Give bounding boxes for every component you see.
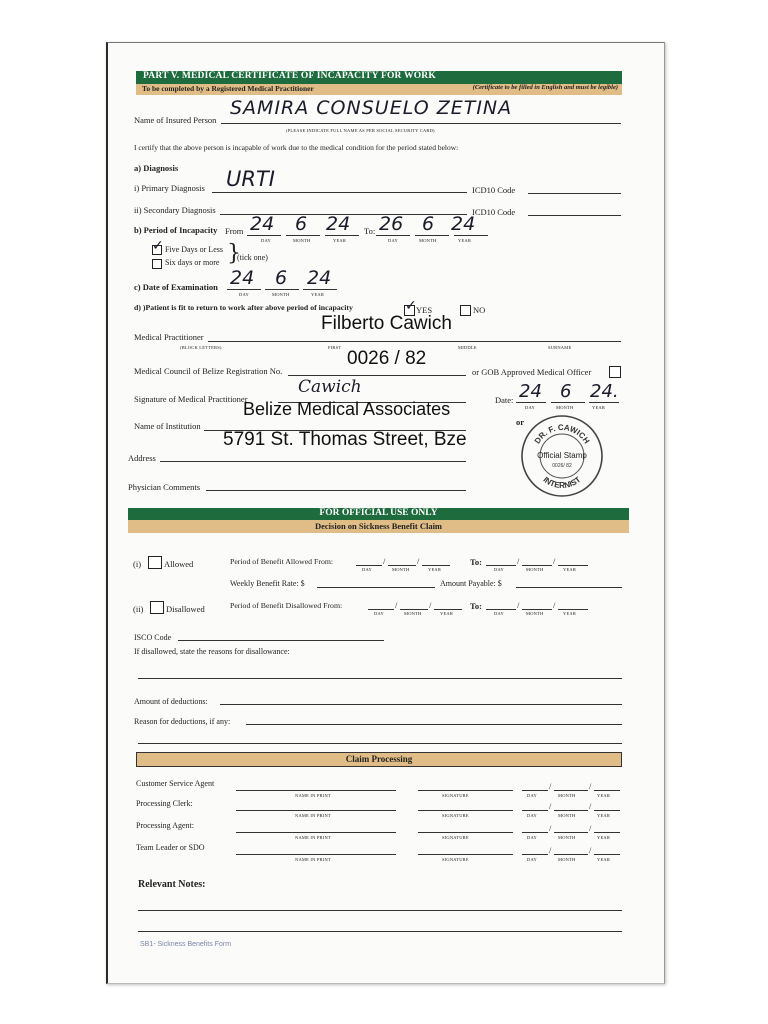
insured-name-label: Name of Insured Person xyxy=(134,115,217,125)
five-days-check-mark: ✓ xyxy=(152,238,164,254)
claim-signature-line[interactable] xyxy=(418,790,513,791)
reason-deductions-line-2[interactable] xyxy=(138,743,622,744)
allowed-sep-2: / xyxy=(417,556,420,566)
from-month-line xyxy=(286,235,320,236)
allowed-to-day-caption: DAY xyxy=(494,567,504,572)
certify-text: I certify that the above person is incapable of work due to the medical condition for the period stated below: xyxy=(134,143,459,152)
deductions-label: Amount of deductions: xyxy=(134,697,208,706)
decision-bar xyxy=(128,520,629,533)
claim-day-caption: DAY xyxy=(527,813,537,818)
six-days-label: Six days or more xyxy=(165,258,220,267)
exam-month-caption: MONTH xyxy=(272,292,290,297)
disallowed-checkbox[interactable] xyxy=(150,601,164,614)
signature-value[interactable]: Cawich xyxy=(298,377,362,397)
notes-line-1[interactable] xyxy=(138,910,622,911)
weekly-rate-label: Weekly Benefit Rate: $ xyxy=(230,579,305,588)
registration-line xyxy=(288,375,466,376)
claim-year-caption: YEAR xyxy=(597,813,611,818)
exam-month[interactable]: 6 xyxy=(275,267,288,289)
official-stamp xyxy=(520,414,604,498)
claim-year-line[interactable] xyxy=(594,810,620,811)
reasons-label: If disallowed, state the reasons for disallowance: xyxy=(134,647,290,656)
decision-title: Decision on Sickness Benefit Claim xyxy=(314,521,443,531)
claim-date-sep-2: / xyxy=(589,823,592,833)
physician-comments-line[interactable] xyxy=(206,490,466,491)
claim-name-caption: NAME IN PRINT xyxy=(295,793,331,798)
claim-signature-caption: SIGNATURE xyxy=(442,793,469,798)
primary-icd-label: ICD10 Code xyxy=(472,185,516,195)
svg-text:0026/ 82: 0026/ 82 xyxy=(552,463,572,469)
five-days-checkbox[interactable] xyxy=(152,238,164,255)
claim-day-caption: DAY xyxy=(527,835,537,840)
six-days-checkbox[interactable] xyxy=(152,259,162,269)
address-value[interactable]: 5791 St. Thomas Street, Bze xyxy=(223,429,467,450)
claim-name-caption: NAME IN PRINT xyxy=(295,813,331,818)
form-footer: SB1- Sickness Benefits Form xyxy=(140,941,232,948)
claim-year-line[interactable] xyxy=(594,832,620,833)
primary-diagnosis-label: i) Primary Diagnosis xyxy=(134,183,205,193)
sig-year-line xyxy=(589,402,619,403)
sig-day-line xyxy=(516,402,546,403)
claim-month-line[interactable] xyxy=(554,810,588,811)
claim-name-caption: NAME IN PRINT xyxy=(295,857,331,862)
disallowed-to-sep-1: / xyxy=(517,600,520,610)
incapacity-to-label: To: xyxy=(364,226,376,236)
allowed-to-month-line[interactable] xyxy=(522,565,552,566)
exam-month-line xyxy=(265,289,299,290)
period-disallowed-label: Period of Benefit Disallowed From: xyxy=(230,601,343,610)
claim-signature-caption: SIGNATURE xyxy=(442,813,469,818)
secondary-diagnosis-label: ii) Secondary Diagnosis xyxy=(134,205,216,215)
isco-line[interactable] xyxy=(178,640,384,641)
claim-name-caption: NAME IN PRINT xyxy=(295,835,331,840)
sig-month[interactable]: 6 xyxy=(560,381,572,402)
allowed-from-day-line[interactable] xyxy=(356,565,382,566)
to-day[interactable]: 26 xyxy=(379,213,404,235)
insured-name-line xyxy=(221,123,621,124)
claim-year-line[interactable] xyxy=(594,790,620,791)
from-month-caption: MONTH xyxy=(293,238,311,243)
tick-brace: } xyxy=(227,241,241,266)
allowed-to-sep-2: / xyxy=(553,556,556,566)
claim-year-caption: YEAR xyxy=(597,857,611,862)
sig-month-line xyxy=(551,402,585,403)
claim-date-sep-1: / xyxy=(549,823,552,833)
claim-row-label: Processing Agent: xyxy=(136,821,194,830)
insured-name-note: (PLEASE INDICATE FULL NAME AS PER SOCIAL SECURITY CARD) xyxy=(286,128,435,133)
part-header-bar xyxy=(136,71,622,84)
svg-text:Official Stamp: Official Stamp xyxy=(537,451,587,460)
incapacity-from-label: From xyxy=(225,226,244,236)
registration-label: Medical Council of Belize Registration No. xyxy=(134,366,283,376)
claim-year-caption: YEAR xyxy=(597,835,611,840)
claim-month-caption: MONTH xyxy=(558,857,576,862)
claim-signature-line[interactable] xyxy=(418,832,513,833)
registration-value[interactable]: 0026 / 82 xyxy=(347,348,427,369)
claim-month-caption: MONTH xyxy=(558,835,576,840)
from-year-caption: YEAR xyxy=(333,238,347,243)
fit-no-label: NO xyxy=(473,305,486,315)
part-header-title: PART V. MEDICAL CERTIFICATE OF INCAPACITY FOR WORK xyxy=(143,71,436,81)
claim-day-caption: DAY xyxy=(527,857,537,862)
to-month-caption: MONTH xyxy=(419,238,437,243)
sig-year-caption: YEAR xyxy=(592,405,606,410)
practitioner-value[interactable]: Filberto Cawich xyxy=(321,313,452,334)
first-caption: FIRST xyxy=(328,345,342,350)
allowed-to-day-line[interactable] xyxy=(486,565,516,566)
disallowed-to-year-caption: YEAR xyxy=(563,611,577,616)
claim-month-line[interactable] xyxy=(554,854,588,855)
part-header-subbar xyxy=(136,84,622,95)
allowed-number: (i) xyxy=(133,559,142,569)
part-header-sub-left: To be completed by a Registered Medical Practitioner xyxy=(142,84,314,93)
from-day[interactable]: 24 xyxy=(250,213,275,235)
disallowed-from-year-caption: YEAR xyxy=(440,611,454,616)
disallowed-from-year-line[interactable] xyxy=(434,609,462,610)
from-day-caption: DAY xyxy=(261,238,271,243)
from-year-line xyxy=(325,235,359,236)
to-year-line xyxy=(454,235,488,236)
sig-month-caption: MONTH xyxy=(556,405,574,410)
claim-row-label: Team Leader or SDO xyxy=(136,843,205,852)
claim-day-caption: DAY xyxy=(527,793,537,798)
claim-date-sep-2: / xyxy=(589,845,592,855)
gob-officer-label: or GOB Approved Medical Officer xyxy=(472,367,592,377)
disallowed-to-day-line[interactable] xyxy=(486,609,516,610)
diagnosis-heading: a) Diagnosis xyxy=(134,163,179,173)
secondary-icd-label: ICD10 Code xyxy=(472,207,516,217)
claim-name-line[interactable] xyxy=(236,810,396,811)
allowed-label: Allowed xyxy=(164,559,194,569)
signature-date-label: Date: xyxy=(495,395,514,405)
claim-day-line[interactable] xyxy=(522,810,548,811)
reason-deductions-label: Reason for deductions, if any: xyxy=(134,717,231,726)
disallowed-sep-1: / xyxy=(395,600,398,610)
allowed-sep-1: / xyxy=(383,556,386,566)
claim-name-line[interactable] xyxy=(236,854,396,855)
allowed-to-year-line[interactable] xyxy=(558,565,588,566)
practitioner-label: Medical Practitioner xyxy=(134,332,204,342)
disallowed-to-label: To: xyxy=(470,601,482,611)
period-allowed-label: Period of Benefit Allowed From: xyxy=(230,557,334,566)
weekly-rate-line[interactable] xyxy=(317,587,435,588)
tick-one-label: (tick one) xyxy=(237,253,268,262)
disallowed-to-year-line[interactable] xyxy=(558,609,588,610)
claim-month-line[interactable] xyxy=(554,790,588,791)
claim-name-line[interactable] xyxy=(236,832,396,833)
disallowed-from-day-line[interactable] xyxy=(368,609,394,610)
claim-processing-bar xyxy=(136,752,622,767)
allowed-to-label: To: xyxy=(470,557,482,567)
physician-comments-label: Physician Comments xyxy=(128,482,201,492)
institution-or-label: or xyxy=(516,417,525,427)
allowed-from-year-line[interactable] xyxy=(422,565,450,566)
sig-day-caption: DAY xyxy=(525,405,535,410)
address-line xyxy=(160,461,466,462)
sig-year[interactable]: 24. xyxy=(590,381,619,402)
from-month[interactable]: 6 xyxy=(295,213,308,235)
from-day-line xyxy=(247,235,281,236)
secondary-icd-line[interactable] xyxy=(528,215,621,216)
to-month[interactable]: 6 xyxy=(422,213,435,235)
gob-officer-checkbox[interactable] xyxy=(609,366,621,378)
reasons-line-1[interactable] xyxy=(138,678,622,679)
signature-label: Signature of Medical Practitioner xyxy=(134,394,248,404)
claim-signature-caption: SIGNATURE xyxy=(442,857,469,862)
claim-date-sep-2: / xyxy=(589,801,592,811)
disallowed-sep-2: / xyxy=(429,600,432,610)
to-day-caption: DAY xyxy=(388,238,398,243)
disallowed-label: Disallowed xyxy=(166,604,205,614)
claim-month-caption: MONTH xyxy=(558,793,576,798)
fit-return-label: d) )Patient is fit to return to work after above period of incapacity xyxy=(134,303,353,312)
isco-label: ISCO Code xyxy=(134,633,172,642)
svg-text:DR. F. CAWICH: DR. F. CAWICH xyxy=(532,422,592,446)
disallowed-to-month-line[interactable] xyxy=(522,609,552,610)
primary-diagnosis-value[interactable]: URTI xyxy=(226,167,275,191)
claim-day-line[interactable] xyxy=(522,790,548,791)
claim-date-sep-2: / xyxy=(589,781,592,791)
exam-year-caption: YEAR xyxy=(311,292,325,297)
disallowed-to-day-caption: DAY xyxy=(494,611,504,616)
claim-signature-line[interactable] xyxy=(418,810,513,811)
claim-row-label: Customer Service Agent xyxy=(136,779,215,788)
middle-caption: MIDDLE xyxy=(458,345,477,350)
disallowed-from-month-line[interactable] xyxy=(400,609,428,610)
deductions-line[interactable] xyxy=(220,704,622,705)
claim-date-sep-1: / xyxy=(549,781,552,791)
disallowed-to-sep-2: / xyxy=(553,600,556,610)
exam-day[interactable]: 24 xyxy=(230,267,255,289)
to-day-line xyxy=(376,235,410,236)
fit-yes-label: YES xyxy=(416,305,433,315)
claim-month-caption: MONTH xyxy=(558,813,576,818)
to-year[interactable]: 24 xyxy=(451,213,476,235)
claim-processing-title: Claim Processing xyxy=(345,754,413,764)
claim-day-line[interactable] xyxy=(522,854,548,855)
disallowed-from-month-caption: MONTH xyxy=(404,611,422,616)
surname-caption: SURNAME xyxy=(548,345,572,350)
allowed-from-month-line[interactable] xyxy=(388,565,416,566)
disallowed-from-day-caption: DAY xyxy=(374,611,384,616)
allowed-to-sep-1: / xyxy=(517,556,520,566)
institution-label: Name of Institution xyxy=(134,421,201,431)
allowed-from-year-caption: YEAR xyxy=(428,567,442,572)
address-label: Address xyxy=(128,453,156,463)
form-page xyxy=(106,42,665,984)
amount-payable-label: Amount Payable: $ xyxy=(440,579,502,588)
to-month-line xyxy=(415,235,449,236)
exam-year-line xyxy=(303,289,337,290)
part-header-sub-right: (Certificate to be filled in English and must be legible) xyxy=(472,84,618,91)
five-days-label: Five Days or Less xyxy=(165,245,223,254)
examination-label: c) Date of Examination xyxy=(134,282,218,292)
claim-year-line[interactable] xyxy=(594,854,620,855)
exam-day-caption: DAY xyxy=(239,292,249,297)
fit-yes-check-mark: ✓ xyxy=(405,298,417,314)
reason-deductions-line[interactable] xyxy=(246,724,622,725)
claim-row-label: Processing Clerk: xyxy=(136,799,193,808)
allowed-from-month-caption: MONTH xyxy=(392,567,410,572)
from-year[interactable]: 24 xyxy=(326,213,351,235)
to-year-caption: YEAR xyxy=(458,238,472,243)
block-letters-caption: (BLOCK LETTERS) xyxy=(180,345,222,350)
institution-value[interactable]: Belize Medical Associates xyxy=(243,399,451,419)
fit-no-checkbox[interactable] xyxy=(460,305,471,316)
claim-day-line[interactable] xyxy=(522,832,548,833)
svg-text:INTERNIST: INTERNIST xyxy=(541,474,583,490)
primary-diagnosis-line xyxy=(212,192,467,193)
disallowed-number: (ii) xyxy=(133,604,144,614)
allowed-from-day-caption: DAY xyxy=(362,567,372,572)
claim-signature-caption: SIGNATURE xyxy=(442,835,469,840)
claim-name-line[interactable] xyxy=(236,790,396,791)
notes-line-2[interactable] xyxy=(138,931,622,932)
allowed-to-month-caption: MONTH xyxy=(526,567,544,572)
disallowed-to-month-caption: MONTH xyxy=(526,611,544,616)
claim-month-line[interactable] xyxy=(554,832,588,833)
insured-name-value[interactable]: SAMIRA CONSUELO ZETINA xyxy=(230,97,513,119)
practitioner-line xyxy=(208,341,621,342)
exam-year[interactable]: 24 xyxy=(307,267,332,289)
relevant-notes-label: Relevant Notes: xyxy=(138,879,206,890)
incapacity-label: b) Period of Incapacity xyxy=(134,225,218,235)
amount-payable-line[interactable] xyxy=(516,587,622,588)
primary-icd-line[interactable] xyxy=(528,193,621,194)
claim-date-sep-1: / xyxy=(549,801,552,811)
allowed-checkbox[interactable] xyxy=(148,556,162,569)
official-use-title: FOR OFFICIAL USE ONLY xyxy=(319,508,438,518)
claim-date-sep-1: / xyxy=(549,845,552,855)
sig-day[interactable]: 24 xyxy=(519,381,542,402)
claim-signature-line[interactable] xyxy=(418,854,513,855)
stamp-seal-icon xyxy=(520,414,604,498)
allowed-to-year-caption: YEAR xyxy=(563,567,577,572)
claim-year-caption: YEAR xyxy=(597,793,611,798)
exam-day-line xyxy=(227,289,261,290)
official-use-bar xyxy=(128,508,629,520)
